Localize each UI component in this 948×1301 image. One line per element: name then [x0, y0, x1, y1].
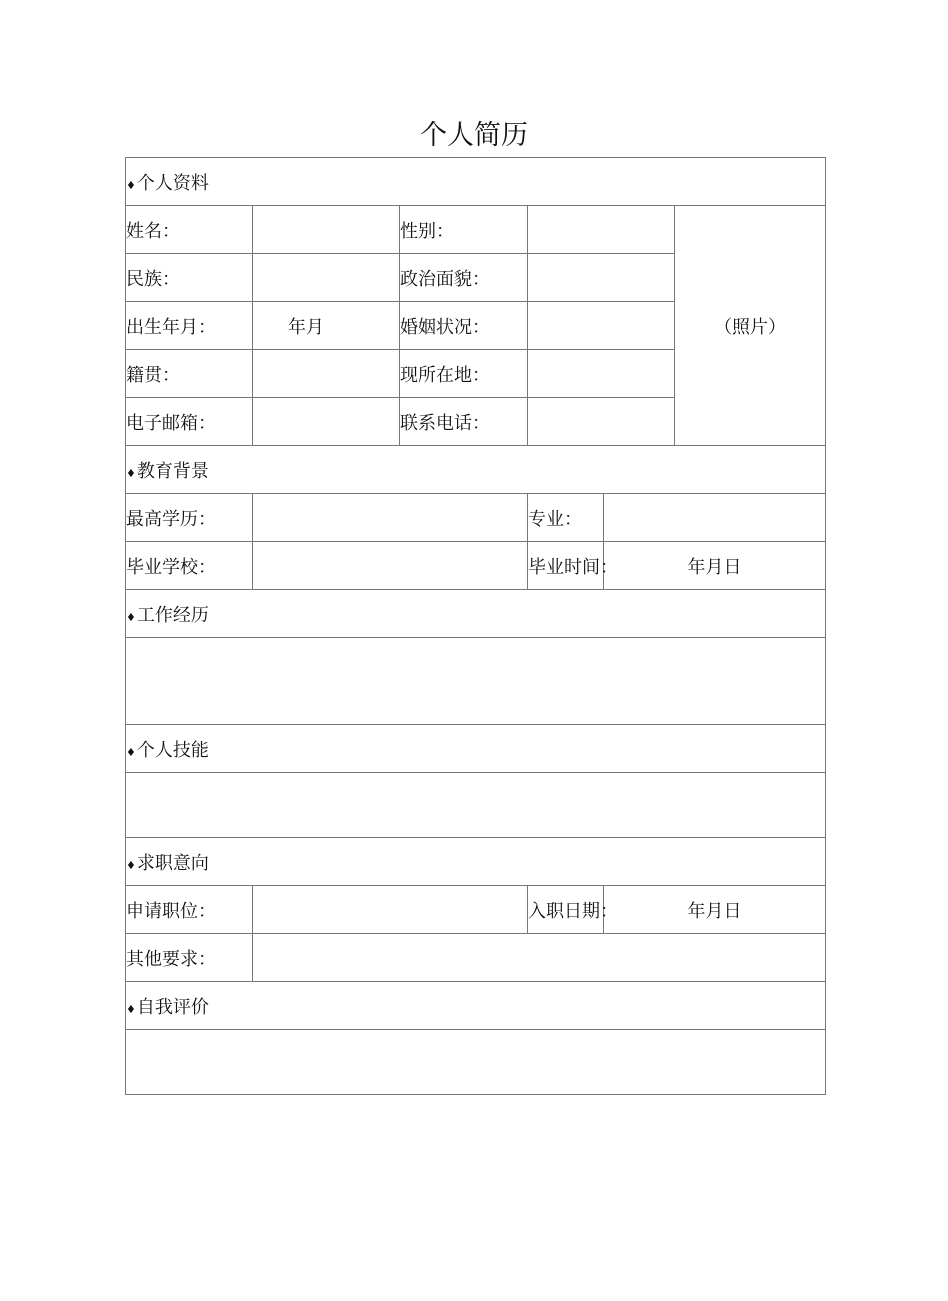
- diamond-icon: ♦: [126, 745, 136, 759]
- photo-placeholder[interactable]: （照片）: [675, 206, 826, 446]
- section-header-personal: [126, 158, 826, 206]
- major-label: 专业：: [528, 494, 604, 542]
- section-title-skills: 个人技能: [136, 739, 209, 761]
- section-title-personal: 个人资料: [136, 172, 209, 194]
- birth-date-field[interactable]: 年月: [253, 302, 400, 350]
- start-date-label: 入职日期：: [528, 886, 604, 934]
- native-place-label: 籍贯：: [126, 350, 253, 398]
- highest-degree-label: 最高学历：: [126, 494, 253, 542]
- resume-table: [125, 157, 826, 1095]
- current-residence-field[interactable]: [528, 350, 675, 398]
- graduation-time-label: 毕业时间：: [528, 542, 604, 590]
- other-requirements-label: 其他要求：: [126, 934, 253, 982]
- diamond-icon: ♦: [126, 1002, 136, 1016]
- skills-field[interactable]: [126, 773, 826, 838]
- diamond-icon: ♦: [126, 858, 136, 872]
- diamond-icon: ♦: [126, 466, 136, 480]
- name-label: 姓名：: [126, 206, 253, 254]
- section-header-education: [126, 446, 826, 494]
- name-field[interactable]: [253, 206, 400, 254]
- highest-degree-field[interactable]: [253, 494, 528, 542]
- native-place-field[interactable]: [253, 350, 400, 398]
- major-field[interactable]: [604, 494, 826, 542]
- email-field[interactable]: [253, 398, 400, 446]
- gender-label: 性别：: [400, 206, 528, 254]
- ethnicity-label: 民族：: [126, 254, 253, 302]
- marital-status-field[interactable]: [528, 302, 675, 350]
- birth-date-label: 出生年月：: [126, 302, 253, 350]
- gender-field[interactable]: [528, 206, 675, 254]
- diamond-icon: ♦: [126, 178, 136, 192]
- marital-status-label: 婚姻状况：: [400, 302, 528, 350]
- school-field[interactable]: [253, 542, 528, 590]
- phone-label: 联系电话：: [400, 398, 528, 446]
- phone-field[interactable]: [528, 398, 675, 446]
- section-header-job: [126, 838, 826, 886]
- email-label: 电子邮箱：: [126, 398, 253, 446]
- section-title-work: 工作经历: [136, 604, 209, 626]
- school-label: 毕业学校：: [126, 542, 253, 590]
- start-date-field[interactable]: 年月日: [604, 886, 826, 934]
- ethnicity-field[interactable]: [253, 254, 400, 302]
- page-title: 个人简历: [420, 120, 528, 151]
- political-status-label: 政治面貌：: [400, 254, 528, 302]
- section-title-job: 求职意向: [136, 852, 209, 874]
- section-title-education: 教育背景: [136, 460, 209, 482]
- self-evaluation-field[interactable]: [126, 1030, 826, 1095]
- position-field[interactable]: [253, 886, 528, 934]
- political-status-field[interactable]: [528, 254, 675, 302]
- graduation-time-field[interactable]: 年月日: [604, 542, 826, 590]
- section-header-self: [126, 982, 826, 1030]
- section-header-skills: [126, 725, 826, 773]
- diamond-icon: ♦: [126, 610, 136, 624]
- work-experience-field[interactable]: [126, 638, 826, 725]
- section-title-self: 自我评价: [136, 996, 209, 1018]
- position-label: 申请职位：: [126, 886, 253, 934]
- section-header-work: [126, 590, 826, 638]
- current-residence-label: 现所在地：: [400, 350, 528, 398]
- other-requirements-field[interactable]: [253, 934, 826, 982]
